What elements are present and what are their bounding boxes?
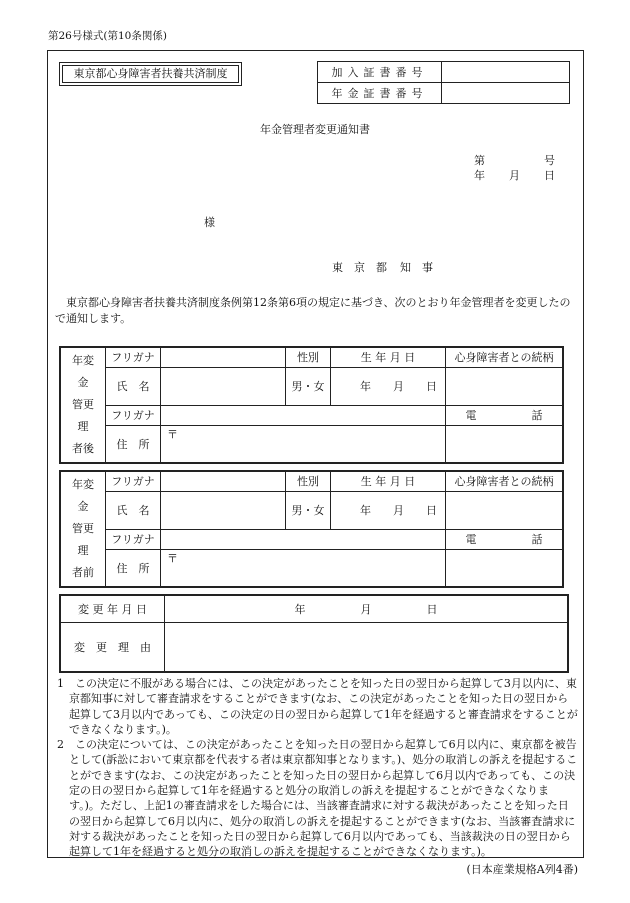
change-reason-label: 変 更 理 由 — [60, 622, 165, 672]
system-name: 東京都心身障害者扶養共済制度 — [62, 65, 239, 83]
issuer-char: 知 — [400, 261, 411, 274]
number-prefix: 第 — [474, 154, 485, 167]
phone-field[interactable] — [446, 549, 564, 587]
administrator-after-table — [59, 346, 564, 464]
system-name-box — [59, 62, 242, 86]
pension-cert-label: 年金証書番号 — [318, 83, 442, 104]
sex-options[interactable]: 男・女 — [286, 491, 331, 529]
addressee-honorific: 様 — [204, 216, 215, 229]
name-label: 氏 名 — [106, 491, 161, 529]
phone-label: 電 話 — [446, 405, 564, 425]
note-item: 1 この決定に不服がある場合には、この決定があったことを知った日の翌日から起算して3月以内に、東京都知事に対して審査請求をすることができます(なお、この決定があったことを知った日の翌日から起算して3月以内であっても、この決定の日の翌日から起算して1年を経過すると審査請求をすることができなくなります。)。 — [57, 677, 578, 736]
enrollment-cert-label: 加入証書番号 — [318, 62, 442, 83]
address-label: 住 所 — [106, 549, 161, 587]
document-title: 年金管理者変更通知書 — [260, 123, 370, 136]
birthdate-field[interactable]: 年 月 日 — [331, 491, 446, 529]
relationship-field[interactable] — [446, 491, 564, 529]
name-furigana-field[interactable] — [161, 471, 286, 491]
sex-label: 性別 — [286, 347, 331, 367]
address-furigana-field[interactable] — [161, 405, 446, 425]
address-field[interactable]: 〒 — [161, 549, 446, 587]
number-suffix: 号 — [544, 154, 555, 167]
name-label: 氏 名 — [106, 367, 161, 405]
furigana-label: フリガナ — [106, 529, 161, 549]
relationship-label: 心身障害者との続柄 — [446, 471, 564, 491]
after-label: 年変 金 管更 理 者後 — [60, 347, 106, 463]
issuer — [332, 259, 433, 275]
issuer-char: 東 — [332, 261, 343, 274]
name-field[interactable] — [161, 491, 286, 529]
number-line — [474, 152, 556, 166]
date-year: 年 — [474, 169, 485, 182]
body-text: 東京都心身障害者扶養共済制度条例第12条第6項の規定に基づき、次のとおり年金管理者を変更したので通知します。 — [55, 296, 571, 325]
address-furigana-field[interactable] — [161, 529, 446, 549]
phone-field[interactable] — [446, 425, 564, 463]
birthdate-field[interactable]: 年 月 日 — [331, 367, 446, 405]
paper-size-footer: (日本産業規格A列4番) — [466, 863, 578, 876]
furigana-label: フリガナ — [106, 347, 161, 367]
birthdate-label: 生 年 月 日 — [331, 471, 446, 491]
issuer-char: 事 — [422, 261, 433, 274]
note-item: 2 この決定については、この決定があったことを知った日の翌日から起算して6月以内に、東京都を被告として(訴訟において東京都を代表する者は東京都知事となります。)、処分の取消しの訴えを提起することができます(なお、この決定があったことを知った日の翌日から起算して6月以内であっても、この決定の日の翌日から起算して1年を経過すると処分の取消しの訴えを提起することができなくなります。)。ただし、上記1の審査請求をした場合には、当該審査請求に対する裁決があったことを知った日の翌日から起算して6月以内に、処分の取消しの訴えを提起することができます(なお、当該審査請求に対する裁決があったことを知った日の翌日から起算して6月以内であっても、当該裁決の日の翌日から起算して1年を経過すると処分の取消しの訴えを提起することができなくなります。)。 — [57, 738, 578, 859]
relationship-field[interactable] — [446, 367, 564, 405]
furigana-label: フリガナ — [106, 405, 161, 425]
change-info-table — [59, 594, 569, 673]
change-date-label: 変 更 年 月 日 — [60, 595, 165, 622]
date-day: 日 — [544, 169, 555, 182]
change-date-field[interactable]: 年 月 日 — [165, 595, 569, 622]
address-field[interactable]: 〒 — [161, 425, 446, 463]
administrator-before-table — [59, 470, 564, 588]
date-month: 月 — [509, 169, 520, 182]
form-number: 第26号様式(第10条関係) — [48, 30, 167, 42]
issuer-char: 都 — [376, 261, 387, 274]
notes — [57, 676, 579, 860]
sex-label: 性別 — [286, 471, 331, 491]
name-field[interactable] — [161, 367, 286, 405]
name-furigana-field[interactable] — [161, 347, 286, 367]
certificate-number-table — [317, 61, 570, 104]
change-reason-field[interactable] — [165, 622, 569, 672]
issuer-char: 京 — [354, 261, 365, 274]
date-line — [474, 167, 556, 181]
birthdate-label: 生 年 月 日 — [331, 347, 446, 367]
furigana-label: フリガナ — [106, 471, 161, 491]
address-label: 住 所 — [106, 425, 161, 463]
sex-options[interactable]: 男・女 — [286, 367, 331, 405]
before-label: 年変 金 管更 理 者前 — [60, 471, 106, 587]
relationship-label: 心身障害者との続柄 — [446, 347, 564, 367]
enrollment-cert-field[interactable] — [442, 62, 570, 83]
phone-label: 電 話 — [446, 529, 564, 549]
pension-cert-field[interactable] — [442, 83, 570, 104]
